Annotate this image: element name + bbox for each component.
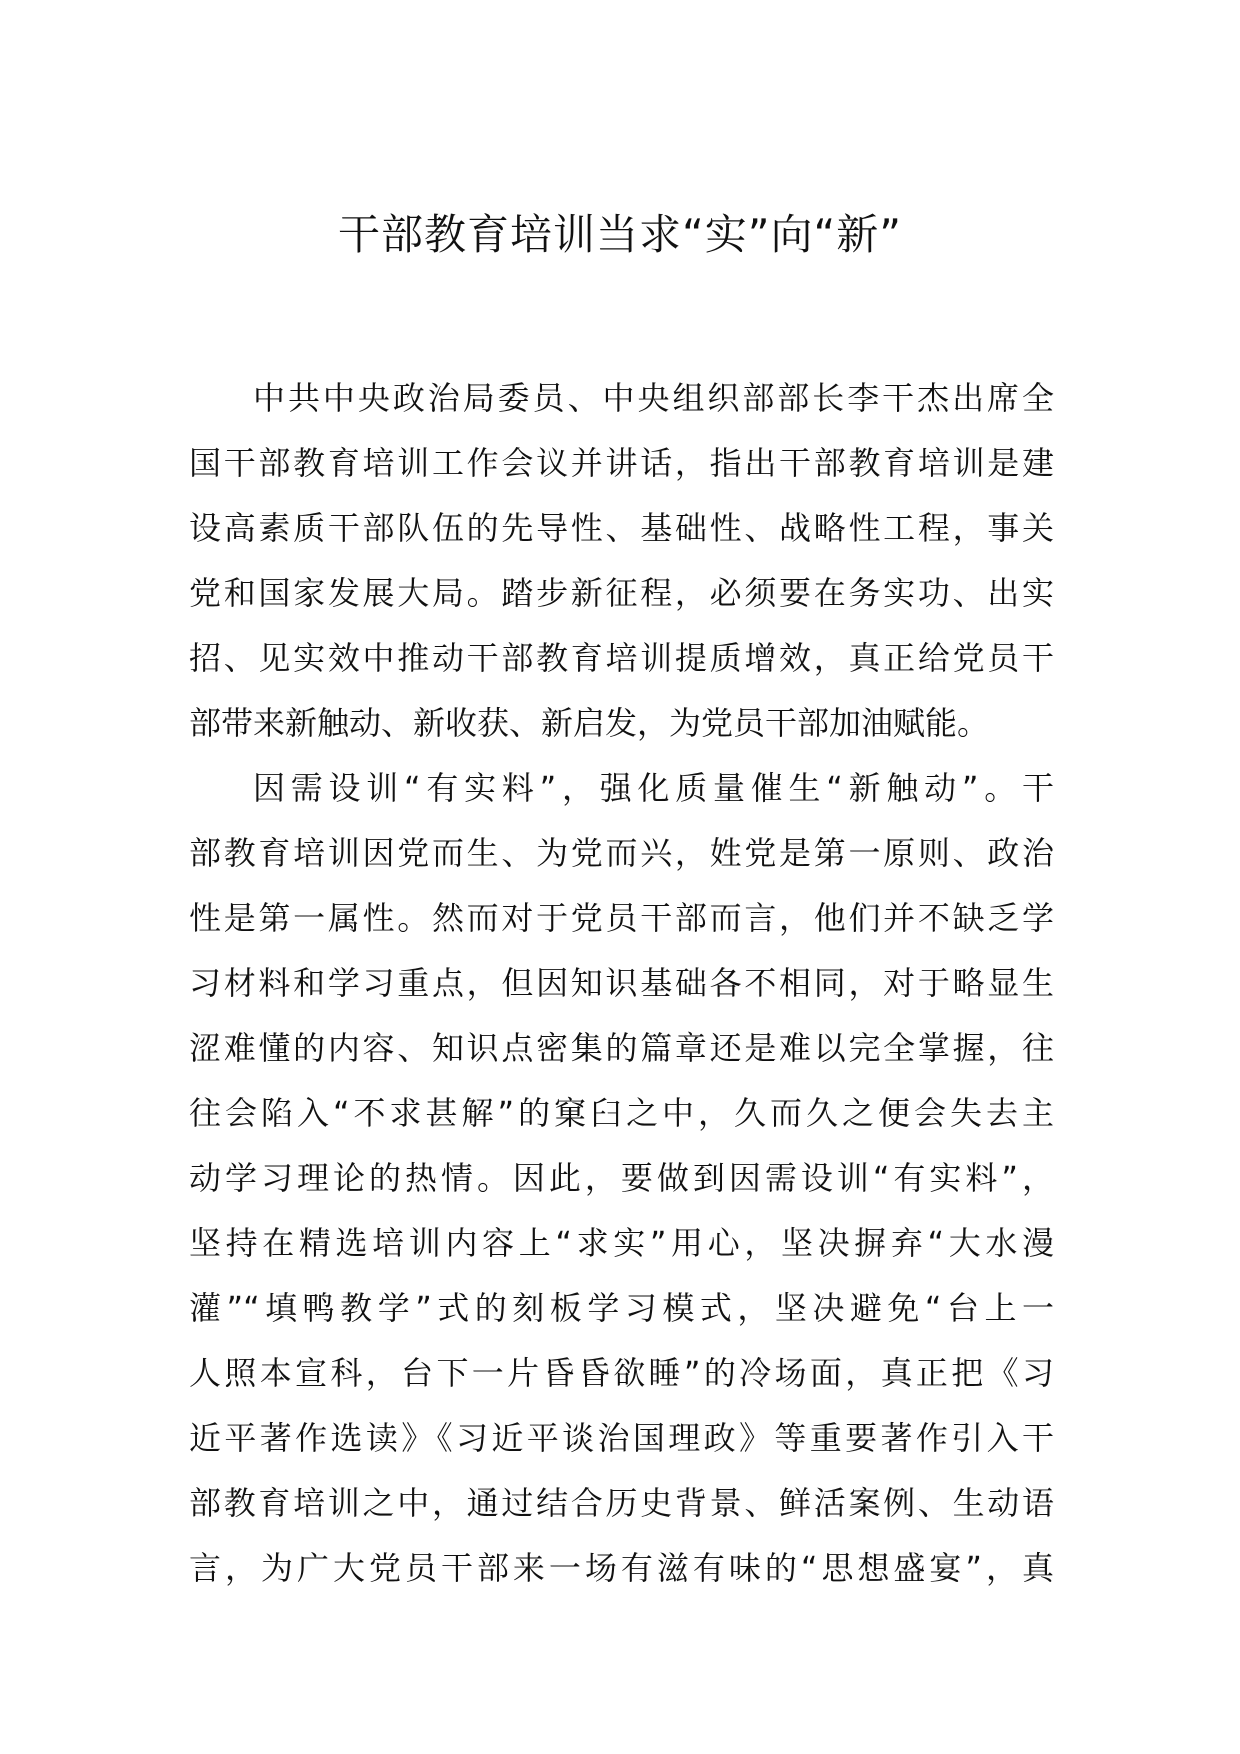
paragraph-line: 部教育培训因党而生、为党而兴，姓党是第一原则、政治 <box>189 834 1054 872</box>
paragraph-line: 灌”“填鸭教学”式的刻板学习模式，坚决避免“台上一 <box>189 1289 1054 1327</box>
paragraph-line: 设高素质干部队伍的先导性、基础性、战略性工程，事关 <box>189 509 1054 547</box>
paragraph-line: 往会陷入“不求甚解”的窠臼之中，久而久之便会失去主 <box>189 1094 1054 1132</box>
paragraph-line: 部带来新触动、新收获、新启发，为党员干部加油赋能。 <box>189 704 990 742</box>
paragraph-line: 国干部教育培训工作会议并讲话，指出干部教育培训是建 <box>189 444 1054 482</box>
paragraph-line: 动学习理论的热情。因此，要做到因需设训“有实料”， <box>189 1159 1054 1197</box>
paragraph-line: 招、见实效中推动干部教育培训提质增效，真正给党员干 <box>189 639 1054 677</box>
document-body <box>189 366 1054 1601</box>
paragraph-line: 人照本宣科，台下一片昏昏欲睡”的冷场面，真正把《习 <box>189 1354 1054 1392</box>
paragraph-line: 坚持在精选培训内容上“求实”用心，坚决摒弃“大水漫 <box>189 1224 1054 1262</box>
paragraph-line: 因需设训“有实料”，强化质量催生“新触动”。干 <box>253 769 1054 807</box>
paragraph-line: 部教育培训之中，通过结合历史背景、鲜活案例、生动语 <box>189 1484 1054 1522</box>
document-title: 干部教育培训当求“实”向“新” <box>337 210 903 259</box>
paragraph-line: 习材料和学习重点，但因知识基础各不相同，对于略显生 <box>189 964 1054 1002</box>
paragraph-line: 性是第一属性。然而对于党员干部而言，他们并不缺乏学 <box>189 899 1054 937</box>
paragraph-line: 涩难懂的内容、知识点密集的篇章还是难以完全掌握，往 <box>189 1029 1054 1067</box>
paragraph-line: 党和国家发展大局。踏步新征程，必须要在务实功、出实 <box>189 574 1054 612</box>
paragraph-line: 中共中央政治局委员、中央组织部部长李干杰出席全 <box>253 379 1054 417</box>
paragraph-line: 近平著作选读》《习近平谈治国理政》等重要著作引入干 <box>189 1419 1054 1457</box>
paragraph-line: 言，为广大党员干部来一场有滋有味的“思想盛宴”，真 <box>189 1549 1054 1587</box>
